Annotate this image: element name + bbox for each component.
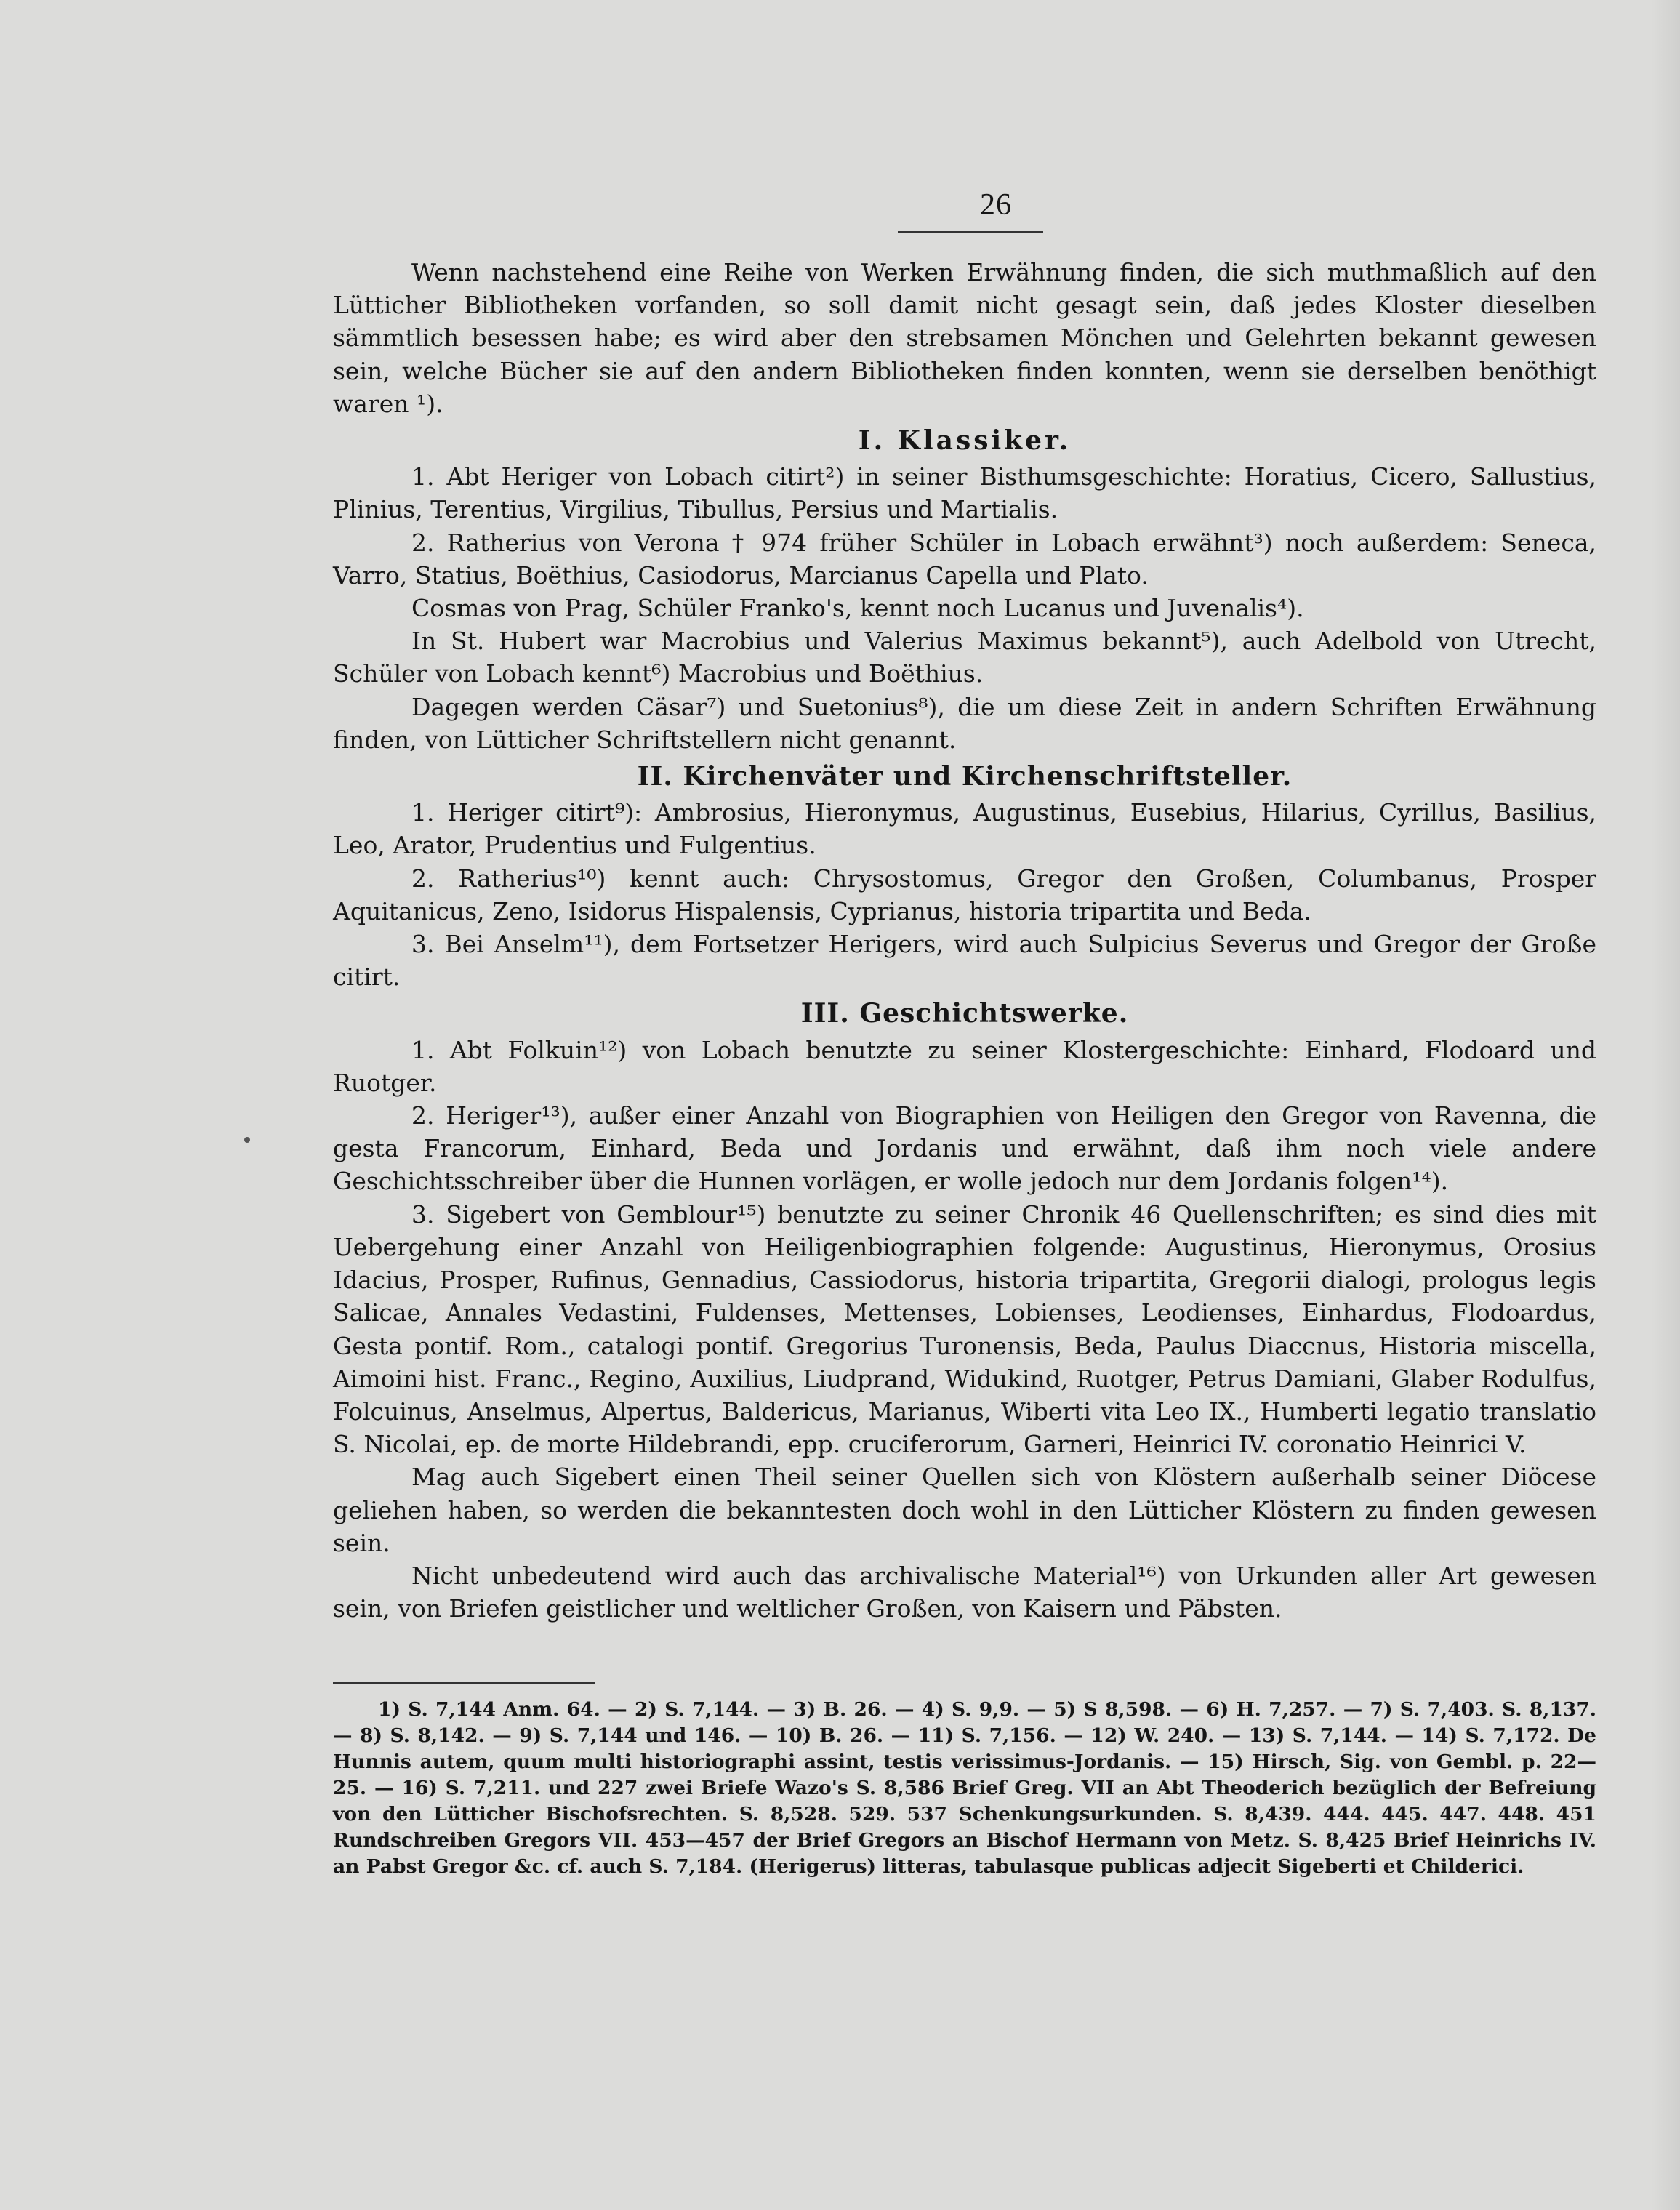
section-heading-klassiker: I. Klassiker. (858, 425, 1072, 457)
page-edge-shadow (1651, 0, 1680, 2210)
footnote-rule (333, 1682, 595, 1684)
ink-spot (244, 1137, 250, 1143)
paragraph-st-hubert: In St. Hubert war Macrobius und Valerius Maximus bekannt⁵), auch Adelbold von Utrecht, Schüler von Lobach kennt⁶) Macrobius und Boëthius. (333, 627, 1596, 688)
footnote-text: 1) S. 7,144 Anm. 64. — 2) S. 7,144. — 3) B. 26. — 4) S. 9,9. — 5) S 8,598. — 6) H. 7,257. — 7) S. 7,403. S. 8,137. — 8) S. 8,142. — 9) S. 7,144 und 146. — 10) B. 26. — 11) S. 7,156. — 12) W. 240. — 13) S. 7,144. — 14) S. 7,172. De Hunnis autem, quum multi historiographi assint, testis verissimus-Jordanis. — 15) Hirsch, Sig. von Gembl. p. 22—25. — 16) S. 7,211. und 227 zwei Briefe Wazo's S. 8,586 Brief Greg. VII an Abt Theoderich bezüglich der Befreiung von den Lütticher Bischofsrechten. S. 8,528. 529. 537 Schenkungsurkunden. S. 8,439. 444. 445. 447. 448. 451 Rundschreiben Gregors VII. 453—457 der Brief Gregors an Bischof Hermann von Metz. S. 8,425 Brief Heinrichs IV. an Pabst Gregor &c. cf. auch S. 7,184. (Herigerus) litteras, tabulasque publicas adjecit Sigeberti et Childerici. (333, 1698, 1596, 1878)
page-number: 26 (980, 188, 1012, 222)
body-text (333, 256, 1596, 1625)
paragraph-sigebert: 3. Sigebert von Gemblour¹⁵) benutzte zu seiner Chronik 46 Quellenschriften; es sind dies mit Uebergehung einer Anzahl von Heiligenbiographien folgende: Augustinus, Hieronymus, Orosius Idacius, Prosper, Rufinus, Gennadius, Cassiodorus, historia tripartita, Gregorii dialogi, prologus legis Salicae, Annales Vedastini, Fuldenses, Mettenses, Lobienses, Leodienses, Einhardus, Flodoardus, Gesta pontif. Rom., catalogi pontif. Gregorius Turonensis, Beda, Paulus Diaccnus, Historia miscella, Aimoini hist. Franc., Regino, Auxilius, Liudprand, Widukind, Ruotger, Petrus Damiani, Glaber Rodulfus, Folcuinus, Anselmus, Alpertus, Baldericus, Marianus, Wiberti vita Leo IX., Humberti legatio translatio S. Nicolai, ep. de morte Hildebrandi, epp. cruciferorum, Garneri, Heinrici IV. coronatio Heinrici V. (333, 1200, 1596, 1459)
footnotes (333, 1697, 1596, 1880)
paragraph-ratherius-kirchenvaeter: 2. Ratherius¹⁰) kennt auch: Chrysostomus, Gregor den Großen, Columbanus, Prosper Aquitanicus, Zeno, Isidorus Hispalensis, Cyprianus, historia tripartita und Beda. (333, 864, 1596, 925)
paragraph-heriger-geschichte: 2. Heriger¹³), außer einer Anzahl von Biographien von Heiligen den Gregor von Ravenna, die gesta Francorum, Einhard, Beda und Jordanis und erwähnt, daß ihm noch viele andere Geschichtsschreiber über die Hunnen vorlägen, er wolle jedoch nur dem Jordanis folgen¹⁴). (333, 1101, 1596, 1196)
paragraph-cosmas: Cosmas von Prag, Schüler Franko's, kennt noch Lucanus und Juvenalis⁴). (411, 594, 1304, 623)
section-heading-geschichtswerke: III. Geschichtswerke. (800, 998, 1129, 1029)
section-heading-kirchenvaeter: II. Kirchenväter und Kirchenschriftsteller. (637, 761, 1293, 792)
page-number-rule (898, 231, 1043, 233)
paragraph-archivalisches-material: Nicht unbedeutend wird auch das archivalische Material¹⁶) von Urkunden aller Art gewesen sein, von Briefen geistlicher und weltlicher Großen, von Kaisern und Päbsten. (333, 1561, 1596, 1623)
paragraph-heriger-klassiker: 1. Abt Heriger von Lobach citirt²) in seiner Bisthumsgeschichte: Horatius, Cicero, Sallustius, Plinius, Terentius, Virgilius, Tibullus, Persius und Martialis. (333, 462, 1596, 524)
paragraph-heriger-kirchenvaeter: 1. Heriger citirt⁹): Ambrosius, Hieronymus, Augustinus, Eusebius, Hilarius, Cyrillus, Basilius, Leo, Arator, Prudentius und Fulgentius. (333, 798, 1596, 860)
paragraph-caesar-suetonius: Dagegen werden Cäsar⁷) und Suetonius⁸), die um diese Zeit in andern Schriften Erwähnung finden, von Lütticher Schriftstellern nicht genannt. (333, 692, 1596, 754)
intro-paragraph: Wenn nachstehend eine Reihe von Werken Erwähnung finden, die sich muthmaßlich auf den Lütticher Bibliotheken vorfanden, so soll damit nicht gesagt sein, daß jedes Kloster dieselben sämmtlich besessen habe; es wird aber den strebsamen Mönchen und Gelehrten bekannt gewesen sein, welche Bücher sie auf den andern Bibliotheken finden konnten, wenn sie derselben benöthigt waren ¹). (333, 258, 1596, 418)
paragraph-sigebert-quellen: Mag auch Sigebert einen Theil seiner Quellen sich von Klöstern außerhalb seiner Diöcese geliehen haben, so werden die bekanntesten doch wohl in den Lütticher Klöstern zu finden gewesen sein. (333, 1463, 1596, 1557)
paragraph-ratherius-klassiker: 2. Ratherius von Verona † 974 früher Schüler in Lobach erwähnt³) noch außerdem: Seneca, Varro, Statius, Boëthius, Casiodorus, Marcianus Capella und Plato. (333, 528, 1596, 590)
paragraph-folkuin: 1. Abt Folkuin¹²) von Lobach benutzte zu seiner Klostergeschichte: Einhard, Flodoard und Ruotger. (333, 1035, 1596, 1097)
paragraph-anselm: 3. Bei Anselm¹¹), dem Fortsetzer Herigers, wird auch Sulpicius Severus und Gregor der Große citirt. (333, 930, 1596, 992)
